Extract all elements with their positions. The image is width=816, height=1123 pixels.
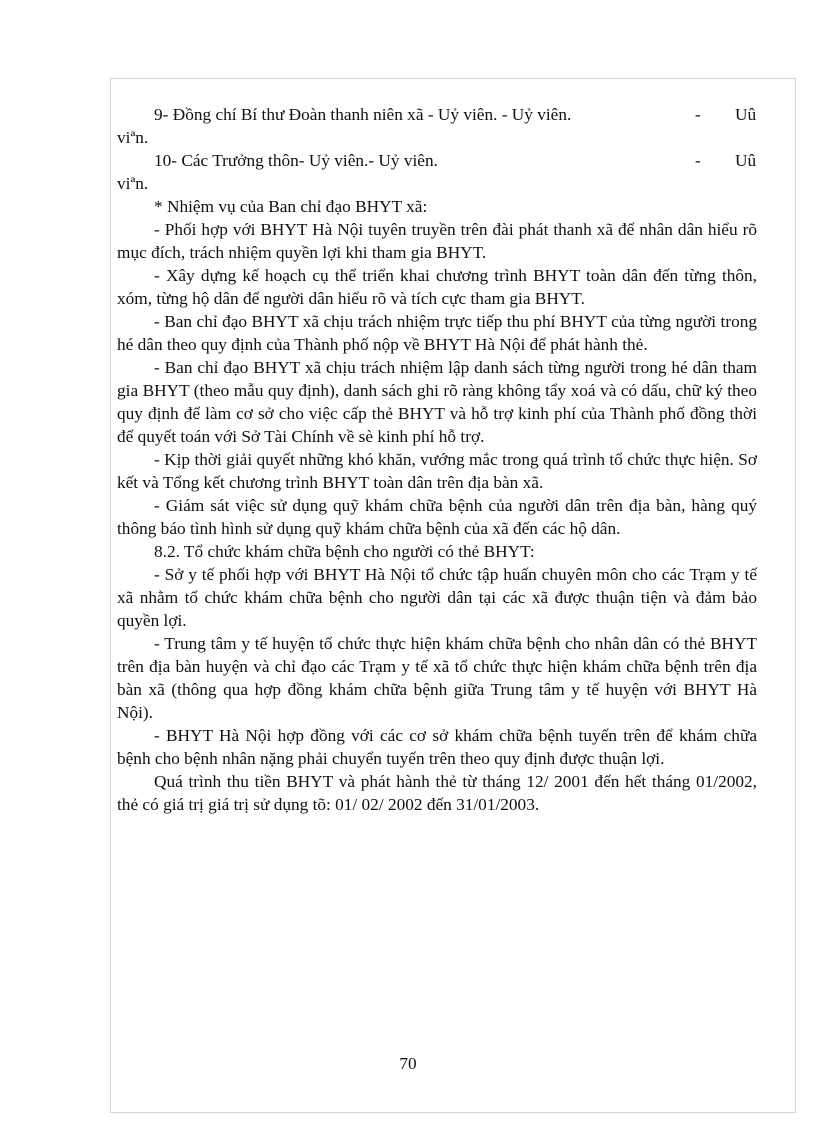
member-dash: - xyxy=(695,105,701,124)
paragraph: - Sở y tế phối hợp với BHYT Hà Nội tổ chức tập huấn chuyên môn cho các Trạm y tế xã nhằm tổ chức khám chữa bệnh cho người dân tại các xã được thuận tiện và đảm bảo quyền lợi. xyxy=(117,565,757,630)
member-role-end: viªn. xyxy=(117,128,149,147)
paragraph: - Giám sát việc sử dụng quỹ khám chữa bệnh của người dân trên địa bàn, hàng quý thông báo tình hình sử dụng quỹ khám chữa bệnh của xã đến các hộ dân. xyxy=(117,496,757,538)
member-text: 10- Các Trưởng thôn- Uỷ viên.- Uỷ viên. xyxy=(154,151,438,170)
paragraph: - Phối hợp với BHYT Hà Nội tuyên truyền trên đài phát thanh xã để nhân dân hiểu rõ mục đích, trách nhiệm quyền lợi khi tham gia BHYT. xyxy=(117,220,757,262)
member-item-9 xyxy=(117,103,757,126)
paragraph: - BHYT Hà Nội hợp đồng với các cơ sở khám chữa bệnh tuyến trên để khám chữa bệnh cho bệnh nhân nặng phải chuyển tuyến trên theo quy định được thuận lợi. xyxy=(117,726,757,768)
page-number: 70 xyxy=(399,1054,417,1073)
member-text: 9- Đồng chí Bí thư Đoàn thanh niên xã - Uỷ viên. - Uỷ viên. xyxy=(154,105,572,124)
section-heading-8-2: 8.2. Tổ chức khám chữa bệnh cho người có thẻ BHYT: xyxy=(154,542,535,561)
paragraph: - Ban chỉ đạo BHYT xã chịu trách nhiệm lập danh sách từng người trong hé dân tham gia BHYT (theo mẫu quy định), danh sách ghi rõ ràng không tẩy xoá và có dấu, chữ ký theo quy định để làm cơ sở cho việc cấp thẻ BHYT và hỗ trợ kinh phí của Thành phố đồng thời để quyết toán với Sở Tài Chính về sè kinh phí hỗ trợ. xyxy=(117,358,757,446)
document-body xyxy=(117,103,757,816)
member-item-10 xyxy=(117,149,757,172)
paragraph: - Ban chỉ đạo BHYT xã chịu trách nhiệm trực tiếp thu phí BHYT của từng người trong hé dân theo quy định của Thành phố nộp về BHYT Hà Nội để phát hành thẻ. xyxy=(117,312,757,354)
paragraph: Quá trình thu tiền BHYT và phát hành thẻ từ tháng 12/ 2001 đến hết tháng 01/2002, thẻ có giá trị giá trị sử dụng tõ: 01/ 02/ 2002 đến 31/01/2003. xyxy=(117,772,757,814)
paragraph: - Kịp thời giải quyết những khó khăn, vướng mắc trong quá trình tổ chức thực hiện. Sơ kết và Tổng kết chương trình BHYT toàn dân trên địa bàn xã. xyxy=(117,450,757,492)
member-role-start: Uû xyxy=(735,151,757,170)
paragraph: - Xây dựng kế hoạch cụ thể triển khai chương trình BHYT toàn dân đến từng thôn, xóm, từng hộ dân để người dân hiểu rõ và tích cực tham gia BHYT. xyxy=(117,266,757,308)
member-role-start: Uû xyxy=(735,105,757,124)
paragraph: - Trung tâm y tế huyện tổ chức thực hiện khám chữa bệnh cho nhân dân có thẻ BHYT trên địa bàn huyện và chỉ đạo các Trạm y tế xã tổ chức thực hiện khám chữa bệnh trên địa bàn xã (thông qua hợp đồng khám chữa bệnh giữa Trung tâm y tế huyện với BHYT Hà Nội). xyxy=(117,634,757,722)
member-role-end: viªn. xyxy=(117,174,149,193)
member-dash: - xyxy=(695,151,701,170)
section-heading-tasks: * Nhiệm vụ của Ban chỉ đạo BHYT xã: xyxy=(154,197,428,216)
